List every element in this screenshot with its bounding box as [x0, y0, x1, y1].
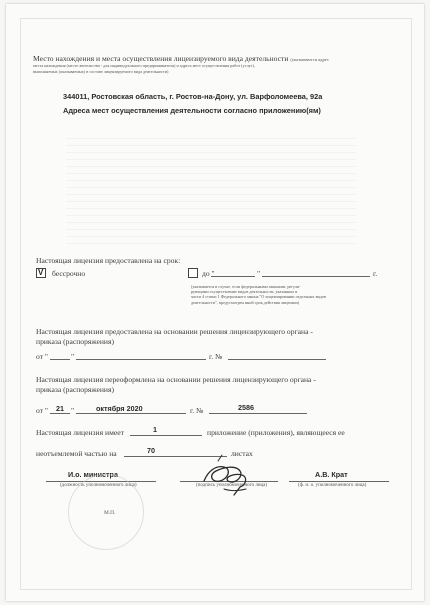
indefinite-label: бессрочно: [52, 269, 86, 278]
license-address: 344011, Ростовская область, г. Ростов-на-Дону, ул. Варфоломеева, 92а: [63, 92, 323, 101]
reissue-from-label: от ": [36, 406, 49, 415]
term-note-1: (указывается в случае, если федеральными законами, регули-: [191, 284, 301, 289]
handwritten-signature: [194, 451, 264, 499]
reissue-day-line: [50, 413, 70, 414]
grant-quote: ": [71, 352, 75, 361]
term-note-2: рующими осуществление видов деятельности, указанных в: [191, 289, 298, 295]
appendix-text-1: Настоящая лицензия имеет: [36, 428, 124, 437]
reissue-number-label: г. №: [190, 406, 204, 415]
until-checkbox[interactable]: [188, 268, 198, 278]
reissue-number: 2586: [238, 403, 254, 412]
watermark-band: [66, 134, 356, 244]
location-heading-note-1: (указываются адрес: [290, 57, 329, 62]
grant-number-label: г. №: [209, 352, 223, 361]
license-page: [6, 4, 424, 601]
name-caption: (ф. и. о. уполномоченного лица): [298, 483, 367, 488]
term-label: Настоящая лицензия предоставлена на срок:: [36, 256, 181, 265]
stamp-label: М.П.: [104, 510, 116, 516]
reissue-day: 21: [56, 404, 64, 413]
appendix-sheets: 70: [147, 446, 155, 455]
signer-position: И.о. министра: [68, 470, 118, 479]
location-heading: [33, 54, 329, 63]
reissue-number-line: [209, 413, 307, 414]
until-day-line: [211, 276, 255, 277]
appendix-count: 1: [153, 425, 157, 434]
name-line: [289, 481, 389, 482]
location-note-2: места нахождения (место жительства - для индивидуального предпринимателя) и адреса мест осуществления работ (услуг),: [33, 63, 255, 68]
reissue-month-year: октября 2020: [96, 404, 143, 413]
activity-addresses-note: Адреса мест осуществления деятельности согласно приложению(ям): [63, 106, 321, 115]
term-note-3: части 4 статьи 1 Федерального закона "О лицензировании отдельных видов: [191, 294, 326, 300]
grant-from-label: от ": [36, 352, 49, 361]
reissue-line-2: приказа (распоряжения): [36, 385, 115, 394]
grant-number-line: [228, 359, 326, 360]
until-year-suffix: г.: [373, 269, 378, 278]
term-note: [191, 284, 391, 305]
location-heading-main: Место нахождения и места осуществления лицензируемого вида деятельности: [33, 54, 289, 63]
appendix-count-line: [130, 435, 202, 436]
stamp-circle: [68, 474, 144, 550]
location-note-3: выполняемых (оказываемых) в составе лицензируемого вида деятельности): [33, 69, 169, 74]
appendix-text-2: приложение (приложения), являющееся ее: [207, 428, 345, 437]
grant-date-line: [76, 359, 206, 360]
position-caption: (должность уполномоченного лица): [60, 483, 137, 488]
grant-line-2: приказа (распоряжения): [36, 337, 115, 346]
indefinite-checkbox[interactable]: [36, 268, 46, 278]
until-quote: ": [257, 269, 261, 278]
grant-day-line: [50, 359, 70, 360]
grant-line-1: Настоящая лицензия предоставлена на основании решения лицензирующего органа -: [36, 327, 313, 336]
until-date-line: [262, 276, 370, 277]
signer-name: А.В. Крат: [315, 470, 348, 479]
reissue-line-1: Настоящая лицензия переоформлена на основании решения лицензирующего органа -: [36, 375, 316, 384]
indefinite-checkmark: V: [38, 268, 44, 277]
appendix-text-3: неотъемлемой частью на: [36, 449, 117, 458]
reissue-quote: ": [71, 406, 75, 415]
signature-caption: (подпись уполномоченного лица): [196, 483, 268, 488]
until-label: до ": [202, 269, 215, 278]
term-note-4: деятельности", предусмотрен иной срок действия лицензии): [191, 299, 300, 305]
reissue-date-line: [76, 413, 186, 414]
appendix-text-4: листах: [231, 449, 253, 458]
